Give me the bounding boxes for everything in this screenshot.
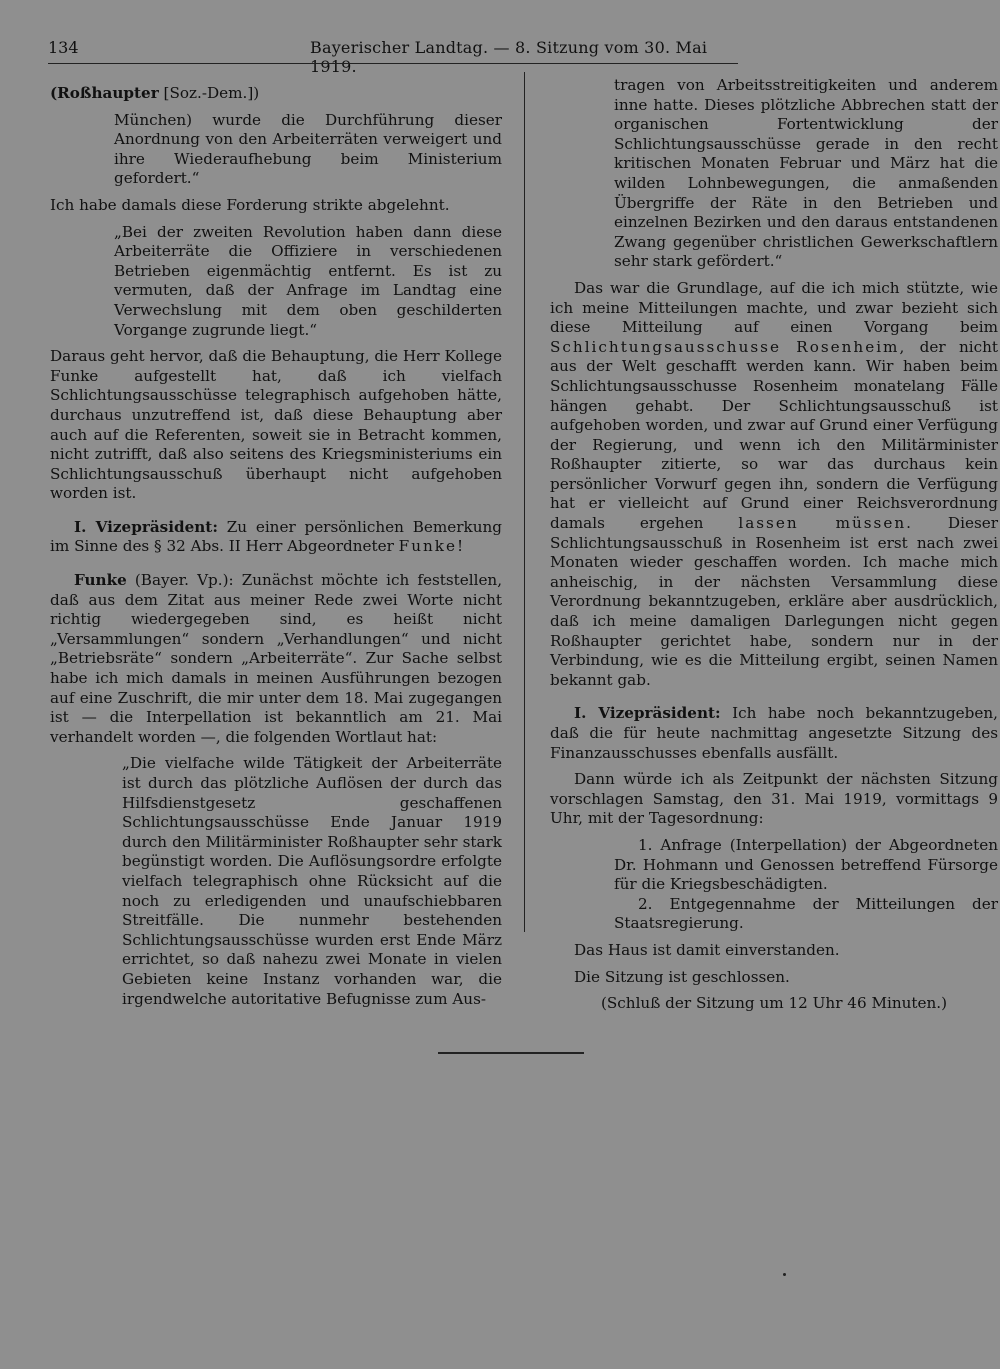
- right-column: [550, 76, 998, 1021]
- agenda-item: 2. Entgegennahme der Mitteilungen der Staatsregierung.: [614, 894, 998, 933]
- paragraph-text: Das war die Grundlage, auf die ich mich stützte, wie ich meine Mitteilungen machte, und zwar bezieht sich diese Mitteilung auf einen Vorgang beim: [550, 278, 998, 337]
- spaced-name: Schlichtungsausschusse Rosenheim,: [550, 337, 907, 356]
- paragraph: Ich habe damals diese Forderung strikte abgelehnt.: [50, 195, 450, 214]
- speaker-name: I. Vizepräsident:: [74, 517, 218, 536]
- speaker-paragraph: [50, 518, 502, 557]
- speck: [783, 1273, 786, 1276]
- running-title: Bayerischer Landtag. — 8. Sitzung vom 30. Mai 1919.: [310, 38, 708, 76]
- paragraph: [550, 279, 998, 690]
- running-header: [48, 36, 738, 76]
- page-number: 134: [48, 38, 79, 57]
- speaker-name: I. Vizepräsident:: [574, 704, 721, 723]
- speaker-party: (Bayer. Vp.):: [134, 571, 234, 590]
- paragraph: Das Haus ist damit einverstanden.: [574, 940, 840, 959]
- header-rule: [48, 63, 738, 64]
- spaced-text: lassen müssen.: [738, 514, 913, 533]
- spaced-name: Funke!: [398, 537, 466, 556]
- end-rule: [438, 1052, 584, 1054]
- paragraph-text: Dieser Schlichtungsausschuß in Rosenheim ist erst nach zwei Monaten wieder geschaffen worden. Ich mache mich anheischig, in der nächsten Versammlung diese Verordnung bekanntzugeben, erkläre aber ausdrücklich, daß ich meine damaligen Darlegungen nicht gegen Roßhaupter gerichtet habe, sondern nur in der Verbindung, wie es die Mitteilung ergibt, seinen Namen bekannt gab.: [550, 514, 998, 689]
- speaker-name: (Roßhaupter: [50, 84, 159, 102]
- paragraph: Die Sitzung ist geschlossen.: [574, 967, 790, 986]
- speaker-continuation: [50, 84, 502, 104]
- paragraph: Dann würde ich als Zeitpunkt der nächsten Sitzung vorschlagen Samstag, den 31. Mai 1919, vormittags 9 Uhr, mit der Tagesordnung:: [550, 770, 998, 828]
- quote-paragraph: „Bei der zweiten Revolution haben dann diese Arbeiterräte die Offiziere in verschiedenen Betrieben eigenmächtig entfernt. Es ist zu vermuten, daß der Anfrage im Landtag eine Verwechslung mit dem oben geschilderten Vorgange zugrunde liegt.“: [114, 222, 502, 339]
- column-divider: [524, 72, 525, 932]
- quote-paragraph: „Die vielfache wilde Tätigkeit der Arbeiterräte ist durch das plötzliche Auflösen der durch das Hilfsdienstgesetz geschaffenen Schlichtungsausschüsse Ende Januar 1919 durch den Militärminister Roßhaupter sehr stark begünstigt worden. Die Auflösungsordre erfolgte vielfach telegraphisch ohne Rücksicht auf die noch zu erledigenden und unaufschiebbaren Streitfälle. Die nunmehr bestehenden Schlichtungsausschüsse wurden erst Ende März errichtet, so daß nahezu zwei Monate in vielen Gebieten keine Instanz vorhanden war, die irgendwelche autoritative Befugnisse zum Aus-: [122, 754, 502, 1008]
- paragraph: Daraus geht hervor, daß die Behauptung, die Herr Kollege Funke aufgestellt hat, daß ich vielfach Schlichtungsausschüsse telegraphisch aufgehoben hätte, durchaus unzutreffend ist, daß diese Behauptung aber auch auf die Referenten, soweit sie in Betracht kommen, nicht zutrifft, daß also seitens des Kriegsministeriums ein Schlichtungsausschuß überhaupt nicht aufgehoben worden ist.: [50, 347, 502, 503]
- paragraph-text: Zu einer persönlichen Bemerkung im Sinne des § 32 Abs. II Herr Abgeordneter: [50, 517, 502, 556]
- agenda-list: [614, 836, 998, 934]
- left-column: [50, 84, 502, 1016]
- quote-paragraph: München) wurde die Durchführung dieser Anordnung von den Arbeiterräten verweigert und ihre Wiederaufhebung beim Ministerium gefordert.“: [114, 110, 502, 188]
- closing-note: (Schluß der Sitzung um 12 Uhr 46 Minuten.): [600, 994, 948, 1013]
- paragraph-text: der nicht aus der Welt geschafft werden kann. Wir haben beim Schlichtungsausschusse Rosenheim monatelang Fälle hängen gehabt. Der Schlichtungsausschuß ist aufgehoben worden, und zwar auf Grund einer Verfügung der Regierung, und wenn ich den Militärminister Roßhaupter zitierte, so war das durchaus kein persönlicher Vorwurf gegen ihn, sondern die Verfügung hat er vielleicht auf Grund einer Reichsverordnung damals ergehen: [550, 337, 999, 533]
- paragraph-text: Ich habe noch bekanntzugeben, daß die für heute nachmittag angesetzte Sitzung des Finanzausschusses ebenfalls ausfällt.: [550, 704, 998, 762]
- agenda-item: 1. Anfrage (Interpellation) der Abgeordneten Dr. Hohmann und Genossen betreffend Fürsorge für die Kriegsbeschädigten.: [614, 835, 998, 894]
- speaker-paragraph: [550, 704, 998, 763]
- paragraph-text: Zunächst möchte ich feststellen, daß aus dem Zitat aus meiner Rede zwei Worte nicht richtig wiedergegeben sind, es heißt nicht „Versammlungen“ sondern „Verhandlungen“ und nicht „Betriebsräte“ sondern „Arbeiterräte“. Zur Sache selbst habe ich mich damals in meinen Ausführungen bezogen auf eine Zuschrift, die mir unter dem 18. Mai zugegangen ist — die Interpellation ist bekanntlich am 21. Mai verhandelt worden —, die folgenden Wortlaut hat:: [50, 571, 503, 746]
- speaker-party: [Soz.-Dem.]): [163, 84, 260, 102]
- speaker-name: Funke: [74, 571, 127, 590]
- quote-paragraph: tragen von Arbeitsstreitigkeiten und anderem inne hatte. Dieses plötzliche Abbrechen statt der organischen Fortentwicklung der Schlichtungsausschüsse gerade in den recht kritischen Monaten Februar und März hat die wilden Lohnbewegungen, die anmaßenden Übergriffe der Räte in den Betrieben und einzelnen Bezirken und den daraus entstandenen Zwang gegenüber christlichen Gewerkschaftlern sehr stark gefördert.“: [614, 76, 998, 271]
- speaker-paragraph: [50, 571, 502, 747]
